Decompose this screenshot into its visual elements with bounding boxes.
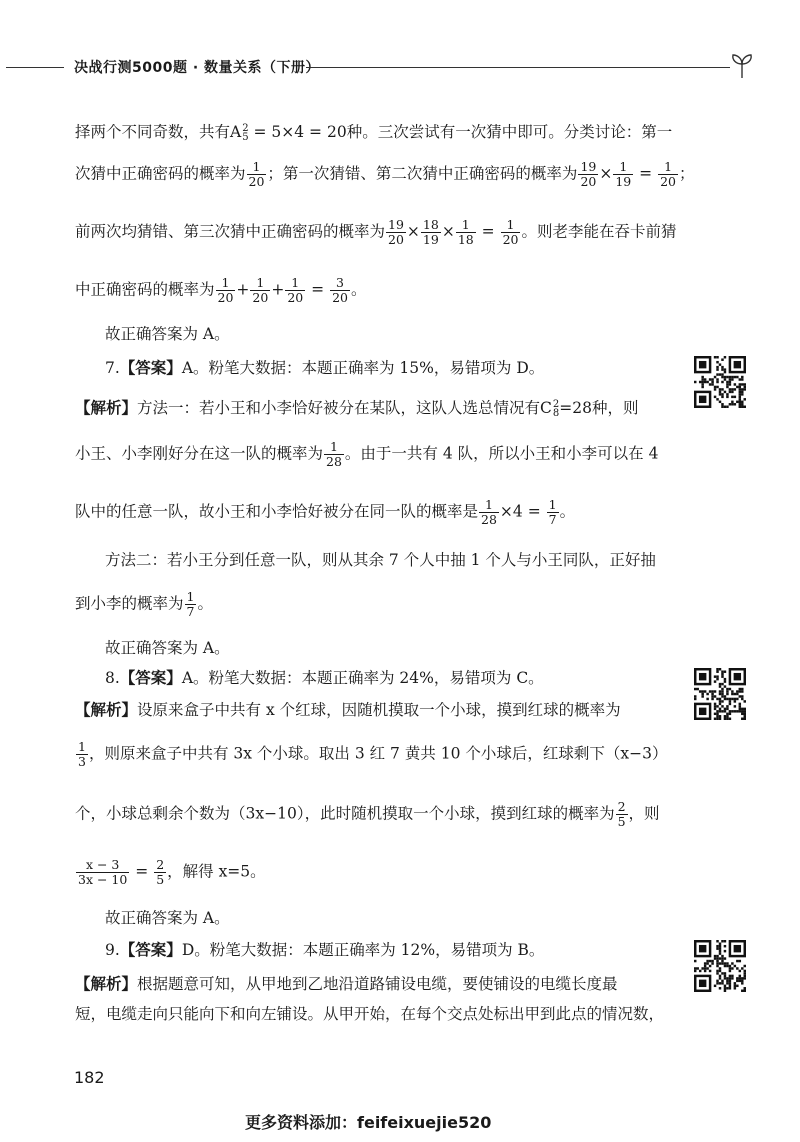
running-header — [0, 52, 800, 82]
fraction: $\frac{x - 3}{3x - 10}$ — [78, 857, 128, 887]
fraction: $\frac{1}{18}$ — [457, 217, 474, 247]
fraction: $\frac{1}{20}$ — [660, 159, 676, 189]
text-line: 短，电缆走向只能向下和向左铺设。从甲开始，在每个交点处标出甲到此点的情况数， — [75, 1005, 665, 1023]
fraction: $\frac{18}{19}$ — [422, 217, 439, 247]
text-line: 【解析】设原来盒子中共有 x 个红球，因随机摸取一个小球，摸到红球的概率为 — [75, 700, 621, 719]
text-line: 择两个不同奇数，共有A 2 5 = 5×4 = 20种。三次尝试有一次猜中即可。分类讨论：第一 — [75, 123, 673, 143]
fraction: $\frac{1}{3}$ — [78, 739, 86, 769]
text-line: 【解析】方法一：若小王和小李恰好被分在某队，这队人选总情况有C 2 8 =28种，则 — [75, 398, 639, 419]
fraction: $\frac{19}{20}$ — [580, 159, 597, 189]
fraction: $\frac{1}{20}$ — [217, 275, 234, 305]
text-line: 小王、小李刚好分在这一队的概率为 $\frac{1}{28}$ 。由于一共有 4 队，所以小王和小李可以在 4 — [75, 439, 659, 469]
fraction: $\frac{19}{20}$ — [388, 217, 404, 247]
text-line: 队中的任意一队，故小王和小李恰好被分在同一队的概率是 $\frac{1}{28}$ ×4 = $\frac{1}{7}$ 。 — [75, 497, 576, 527]
text-line: 个，小球总剩余个数为（3x−10），此时随机摸取一个小球，摸到红球的概率为 $\frac{2}{5}$ ，则 — [75, 799, 660, 829]
text-line: $\frac{1}{3}$ ，则原来盒子中共有 3x 个小球。取出 3 红 7 黄共 10 个小球后，红球剩下（x−3） — [78, 739, 668, 769]
leaf-icon — [728, 52, 756, 80]
answer-heading: 8.【答案】A。粉笔大数据：本题正确率为 24%，易错项为 C。 — [105, 668, 544, 687]
fraction: $\frac{2}{5}$ — [617, 799, 626, 829]
header-title: 决战行测5000题 · 数量关系（下册） — [74, 60, 321, 76]
text-line: 中正确密码的概率为 $\frac{1}{20}$ + $\frac{1}{20}$ + $\frac{1}{20}$ = $\frac{3}{20}$ 。 — [75, 275, 367, 305]
fraction: $\frac{1}{19}$ — [615, 159, 632, 189]
text-line: 【解析】根据题意可知，从甲地到乙地沿道路铺设电缆，要使铺设的电缆长度最 — [75, 974, 618, 993]
footer-note: 更多资料添加：feifeixuejie520 — [245, 1113, 492, 1132]
fraction: $\frac{3}{20}$ — [332, 275, 348, 305]
text-line: 到小李的概率为 $\frac{1}{7}$ 。 — [75, 589, 213, 619]
qr-code-icon — [694, 668, 746, 720]
text-line: 前两次均猜错、第三次猜中正确密码的概率为 $\frac{19}{20}$ × $\frac{18}{19}$ × $\frac{1}{18}$ = $\frac{1}{20}$ 。则老李能在吞卡前猜 — [75, 217, 677, 247]
header-rule-right — [306, 67, 730, 68]
qr-code-icon — [694, 940, 746, 992]
fraction: $\frac{1}{28}$ — [481, 497, 497, 527]
fraction: $\frac{1}{20}$ — [287, 275, 304, 305]
text-line: 方法二：若小王分到任意一队，则从其余 7 个人中抽 1 个人与小王同队，正好抽 — [105, 551, 656, 569]
page-number: 182 — [74, 1068, 105, 1087]
answer-line: 故正确答案为 A。 — [105, 325, 230, 343]
answer-line: 故正确答案为 A。 — [105, 639, 230, 657]
fraction: $\frac{1}{28}$ — [326, 439, 342, 469]
fraction: $\frac{1}{20}$ — [248, 159, 265, 189]
fraction: $\frac{1}{7}$ — [548, 497, 557, 527]
fraction: $\frac{1}{7}$ — [186, 589, 195, 619]
fraction: $\frac{1}{20}$ — [252, 275, 269, 305]
answer-heading: 7.【答案】A。粉笔大数据：本题正确率为 15%，易错项为 D。 — [105, 358, 545, 377]
fraction: $\frac{2}{5}$ — [156, 857, 165, 887]
header-rule-left — [6, 67, 64, 68]
answer-heading: 9.【答案】D。粉笔大数据：本题正确率为 12%，易错项为 B。 — [105, 940, 545, 959]
answer-line: 故正确答案为 A。 — [105, 909, 230, 927]
fraction: $\frac{1}{20}$ — [502, 217, 519, 247]
text-line: 次猜中正确密码的概率为 $\frac{1}{20}$ ；第一次猜错、第二次猜中正确密码的概率为 $\frac{19}{20}$ × $\frac{1}{19}$ = $\frac{1}{20}$ ； — [75, 159, 695, 189]
qr-code-icon — [694, 356, 746, 408]
text-line: $\frac{x - 3}{3x - 10}$ = $\frac{2}{5}$ ，解得 x=5。 — [78, 857, 266, 887]
